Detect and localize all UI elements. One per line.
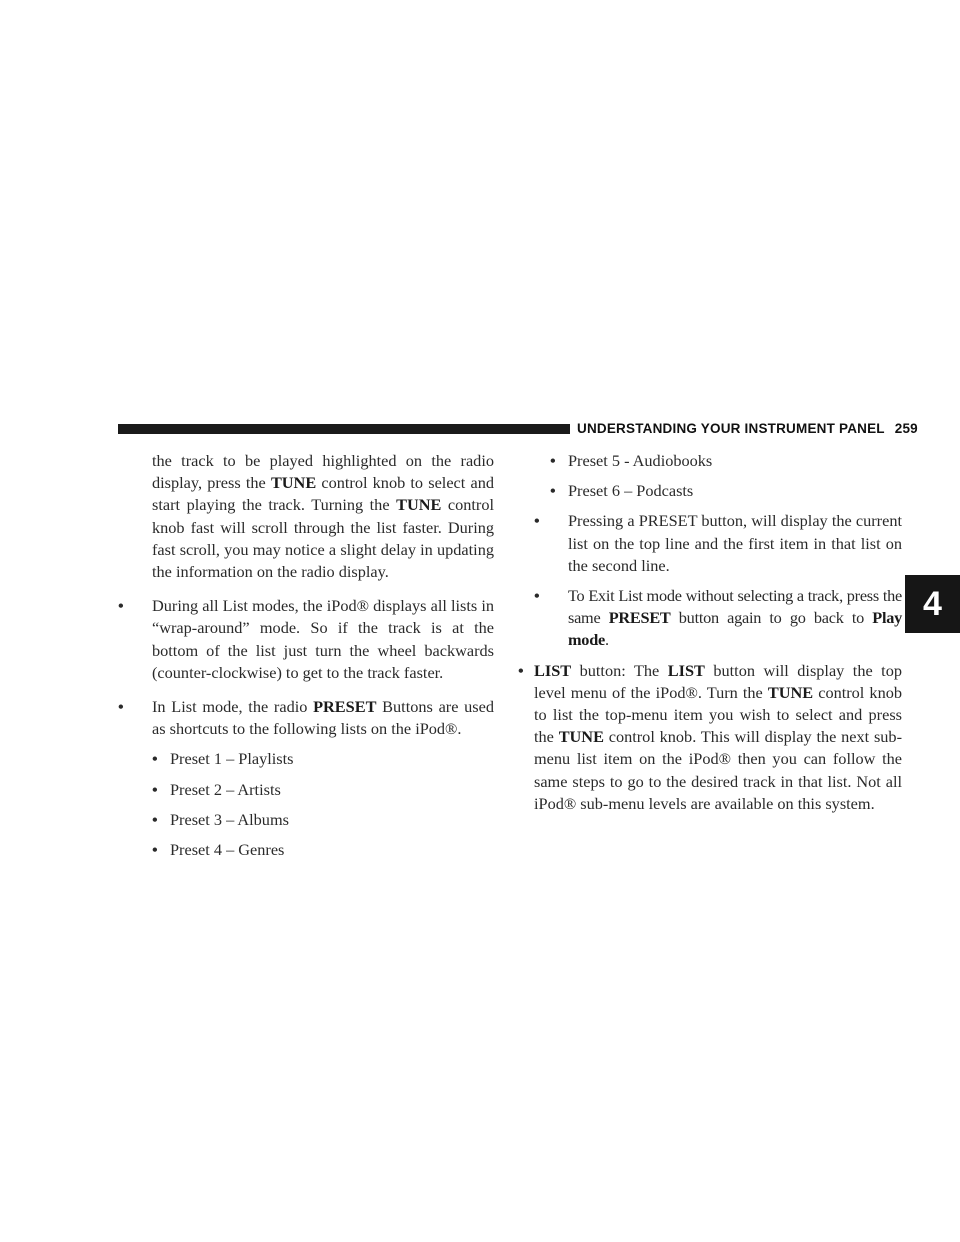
chapter-tab: 4	[905, 575, 960, 633]
preset-sublist-continued	[534, 450, 902, 502]
list-item-preset: • Preset 1 – Playlists	[152, 748, 494, 770]
header-title: UNDERSTANDING YOUR INSTRUMENT PANEL	[577, 421, 885, 436]
header-rule	[118, 424, 570, 434]
list-item-exit-list-mode: • To Exit List mode without selecting a track, press the same PRESET button again to go back to Play mode.	[534, 586, 902, 650]
bullet-icon: •	[152, 749, 158, 769]
preset-sublist	[118, 748, 494, 861]
bullet-icon: •	[152, 779, 158, 799]
right-column	[518, 450, 902, 815]
intro-paragraph: the track to be played highlighted on the radio display, press the TUNE control knob to select and start playing the track. Turning the TUNE control knob fast will scroll through the list faster. During fast scroll, you may notice a slight delay in updating the information on the radio display.	[152, 451, 495, 582]
list-item-preset: • Preset 5 - Audiobooks	[550, 450, 902, 472]
list-item-wrap-around: • During all List modes, the iPod® displays all lists in “wrap-around” mode. So if the track is at the bottom of the list just turn the wheel backwards (counter-clockwise) to get to the track faster.	[118, 596, 494, 682]
bullet-icon: •	[118, 697, 124, 717]
bullet-icon: •	[152, 809, 158, 829]
list-item-preset: • Preset 2 – Artists	[152, 779, 494, 801]
bullet-icon: •	[118, 596, 124, 616]
running-header	[577, 421, 918, 436]
bullet-icon: •	[534, 586, 540, 606]
list-item-preset: • Preset 6 – Podcasts	[550, 480, 902, 502]
list-item-preset: • Preset 4 – Genres	[152, 839, 494, 861]
bullet-icon: •	[152, 840, 158, 860]
list-item-pressing-preset: • Pressing a PRESET button, will display the current list on the top line and the first item in that list on the second line.	[534, 511, 902, 575]
bullet-icon: •	[550, 451, 556, 470]
list-item-list-button: • LIST button: The LIST button will display the top level menu of the iPod®. Turn the TUNE control knob to list the top-menu item you wish to select and press the TUNE control knob. This will display the next sub-menu list item on the iPod® then you can follow the same steps to go to the desired track in that list. Not all iPod® sub-menu levels are available on this system.	[518, 660, 902, 813]
list-item-preset: • Preset 3 – Albums	[152, 809, 494, 831]
page-number: 259	[894, 421, 918, 436]
bullet-icon: •	[534, 511, 540, 531]
list-item-preset-shortcuts: • In List mode, the radio PRESET Buttons are used as shortcuts to the following lists on the iPod®.	[118, 697, 495, 739]
left-column	[118, 450, 494, 861]
bullet-icon: •	[550, 481, 556, 501]
bullet-icon: •	[518, 660, 524, 680]
